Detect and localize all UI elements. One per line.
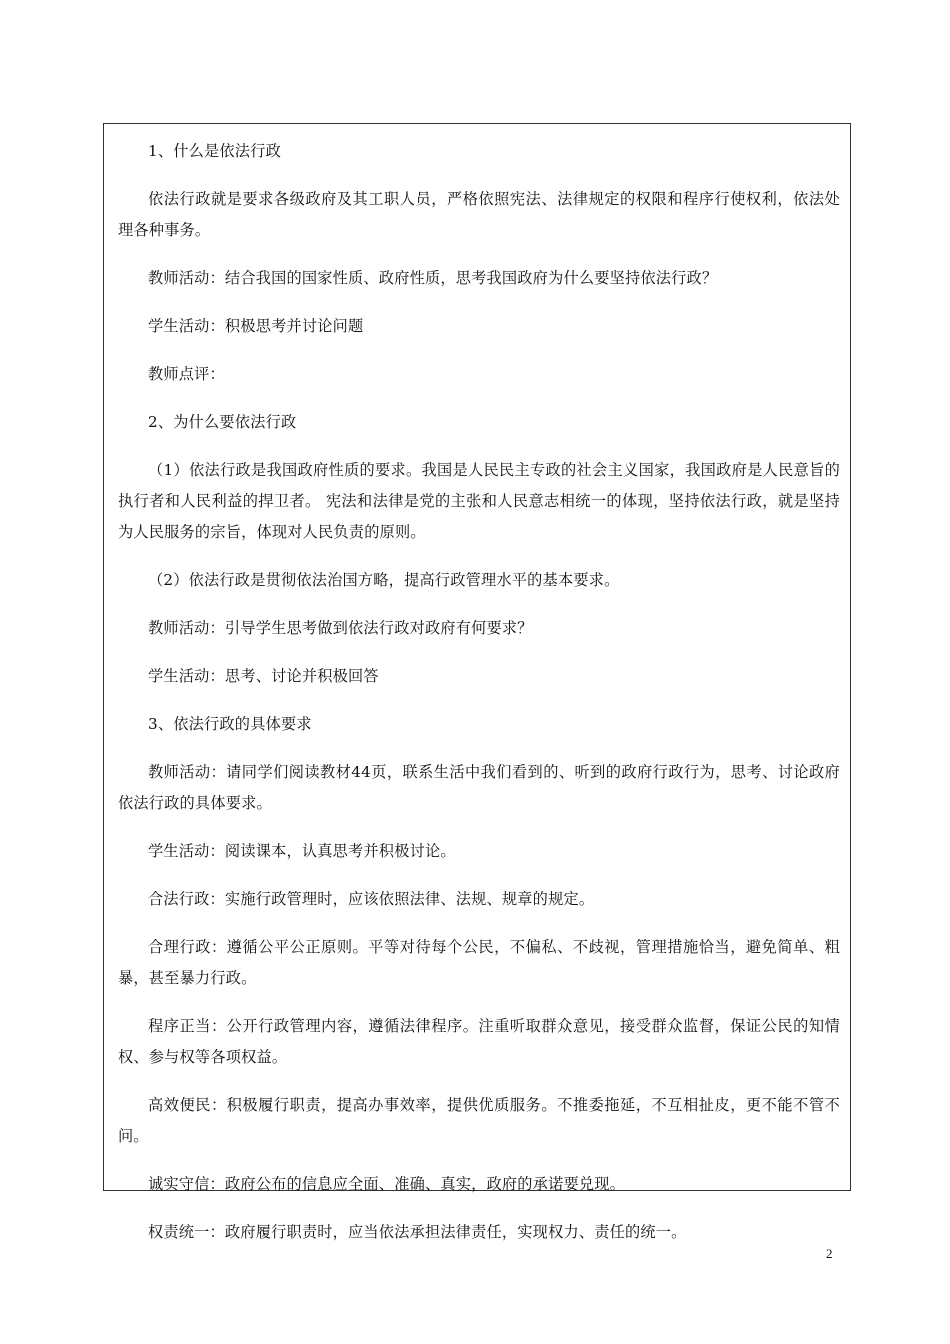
paragraph: （2）依法行政是贯彻依法治国方略，提高行政管理水平的基本要求。 [148,571,620,589]
page-number: 2 [826,1246,833,1261]
paragraph: 教师活动：引导学生思考做到依法行政对政府有何要求？ [148,619,533,637]
paragraph: 权责统一：政府履行职责时，应当依法承担法律责任，实现权力、责任的统一。 [148,1223,687,1241]
paragraph: 教师活动：结合我国的国家性质、政府性质，思考我国政府为什么要坚持依法行政？ [148,269,718,287]
lesson-content [118,136,840,1265]
paragraph: 高效便民：积极履行职责，提高办事效率，提供优质服务。不推委拖延，不互相扯皮，更不能不管不问。 [118,1096,840,1145]
paragraph: 教师活动：请同学们阅读教材44页，联系生活中我们看到的、听到的政府行政行为，思考、讨论政府依法行政的具体要求。 [118,763,840,812]
paragraph: 程序正当：公开行政管理内容，遵循法律程序。注重听取群众意见，接受群众监督，保证公民的知情权、参与权等各项权益。 [118,1017,840,1066]
heading-why: 2、为什么要依法行政 [148,413,297,431]
paragraph: （1）依法行政是我国政府性质的要求。我国是人民民主专政的社会主义国家，我国政府是人民意旨的执行者和人民利益的捍卫者。 宪法和法律是党的主张和人民意志相统一的体现，坚持依法行政，就是坚持为人民服务的宗旨，体现对人民负责的原则。 [118,461,840,541]
paragraph: 教师点评： [148,365,225,383]
paragraph: 学生活动：积极思考并讨论问题 [148,317,364,335]
paragraph: 合法行政：实施行政管理时，应该依照法律、法规、规章的规定。 [148,890,595,908]
paragraph: 诚实守信：政府公布的信息应全面、准确、真实，政府的承诺要兑现。 [148,1175,626,1193]
paragraph: 合理行政：遵循公平公正原则。平等对待每个公民，不偏私、不歧视，管理措施恰当，避免简单、粗暴，甚至暴力行政。 [118,938,840,987]
paragraph: 学生活动：思考、讨论并积极回答 [148,667,379,685]
paragraph: 依法行政就是要求各级政府及其工职人员，严格依照宪法、法律规定的权限和程序行使权利，依法处理各种事务。 [118,190,840,239]
paragraph: 学生活动：阅读课本，认真思考并积极讨论。 [148,842,456,860]
heading-requirements: 3、依法行政的具体要求 [148,715,312,733]
heading-what-is: 1、什么是依法行政 [148,142,281,160]
content-box [103,123,851,1241]
